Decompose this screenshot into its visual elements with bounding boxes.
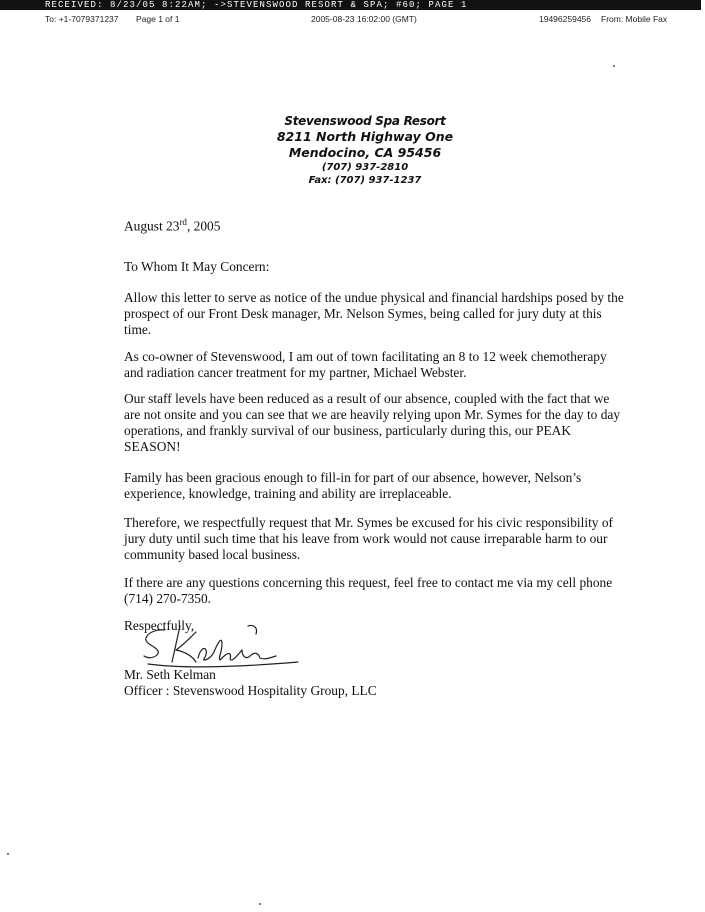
closing: Respectfully, [124, 618, 195, 633]
fax-from-number: 19496259456 [539, 14, 592, 24]
scan-speck [7, 853, 9, 855]
paragraph-1: Allow this letter to serve as notice of the undue physical and financial hardships posed by the prospect of our Front Desk manager, Mr. Nelson Symes, being called for jury duty at this time. [124, 290, 624, 337]
scan-speck [613, 65, 615, 67]
signer-title: Officer : Stevenswood Hospitality Group, LLC [124, 683, 377, 698]
date-suffix: rd [179, 217, 187, 227]
paragraph-2: As co-owner of Stevenswood, I am out of town facilitating an 8 to 12 week chemotherapy and radiation cancer treatment for my partner, Michael Webster. [124, 349, 607, 380]
date-month-day: August 23 [124, 218, 180, 234]
fax-datetime: 2005-08-23 16:02:00 (GMT) [311, 14, 417, 24]
salutation: To Whom It May Concern: [124, 259, 270, 274]
fax-from-label: From: Mobile Fax [601, 14, 668, 24]
fax-number: Fax: (707) 937-1237 [308, 175, 422, 186]
paragraph-4: Family has been gracious enough to fill-in for part of our absence, however, Nelson’s experience, knowledge, training and ability are irreplaceable. [124, 470, 582, 501]
fax-received-banner: RECEIVED: 8/23/05 8:22AM; ->STEVENSWOOD RESORT & SPA; #60; PAGE 1 [0, 0, 701, 10]
fax-page: Page 1 of 1 [136, 14, 180, 24]
company-name: Stevenswood Spa Resort [284, 114, 446, 128]
phone-number: (707) 937-2810 [321, 162, 409, 173]
address-line-2: Mendocino, CA 95456 [288, 145, 442, 160]
signer-name: Mr. Seth Kelman [124, 667, 216, 682]
letterhead [200, 113, 530, 187]
paragraph-6: If there are any questions concerning this request, feel free to contact me via my cell phone (714) 270-7350. [124, 575, 613, 606]
date-year: , 2005 [186, 218, 221, 234]
address-line-1: 8211 North Highway One [276, 129, 454, 144]
paragraph-5: Therefore, we respectfully request that Mr. Symes be excused for his civic responsibility of jury duty until such time that his leave from work would not cause irreparable harm to our community based local business. [124, 515, 613, 562]
letter-date [124, 214, 624, 234]
scan-speck [259, 903, 261, 905]
paragraph-3: Our staff levels have been reduced as a result of our absence, coupled with the fact that we are not onsite and you can see that we are heavily relying upon Mr. Symes for the day to day operations, and frankly survival of our business, particularly during this, our PEAK SEASON! [124, 391, 621, 454]
fax-to: To: +1-7079371237 [45, 14, 119, 24]
